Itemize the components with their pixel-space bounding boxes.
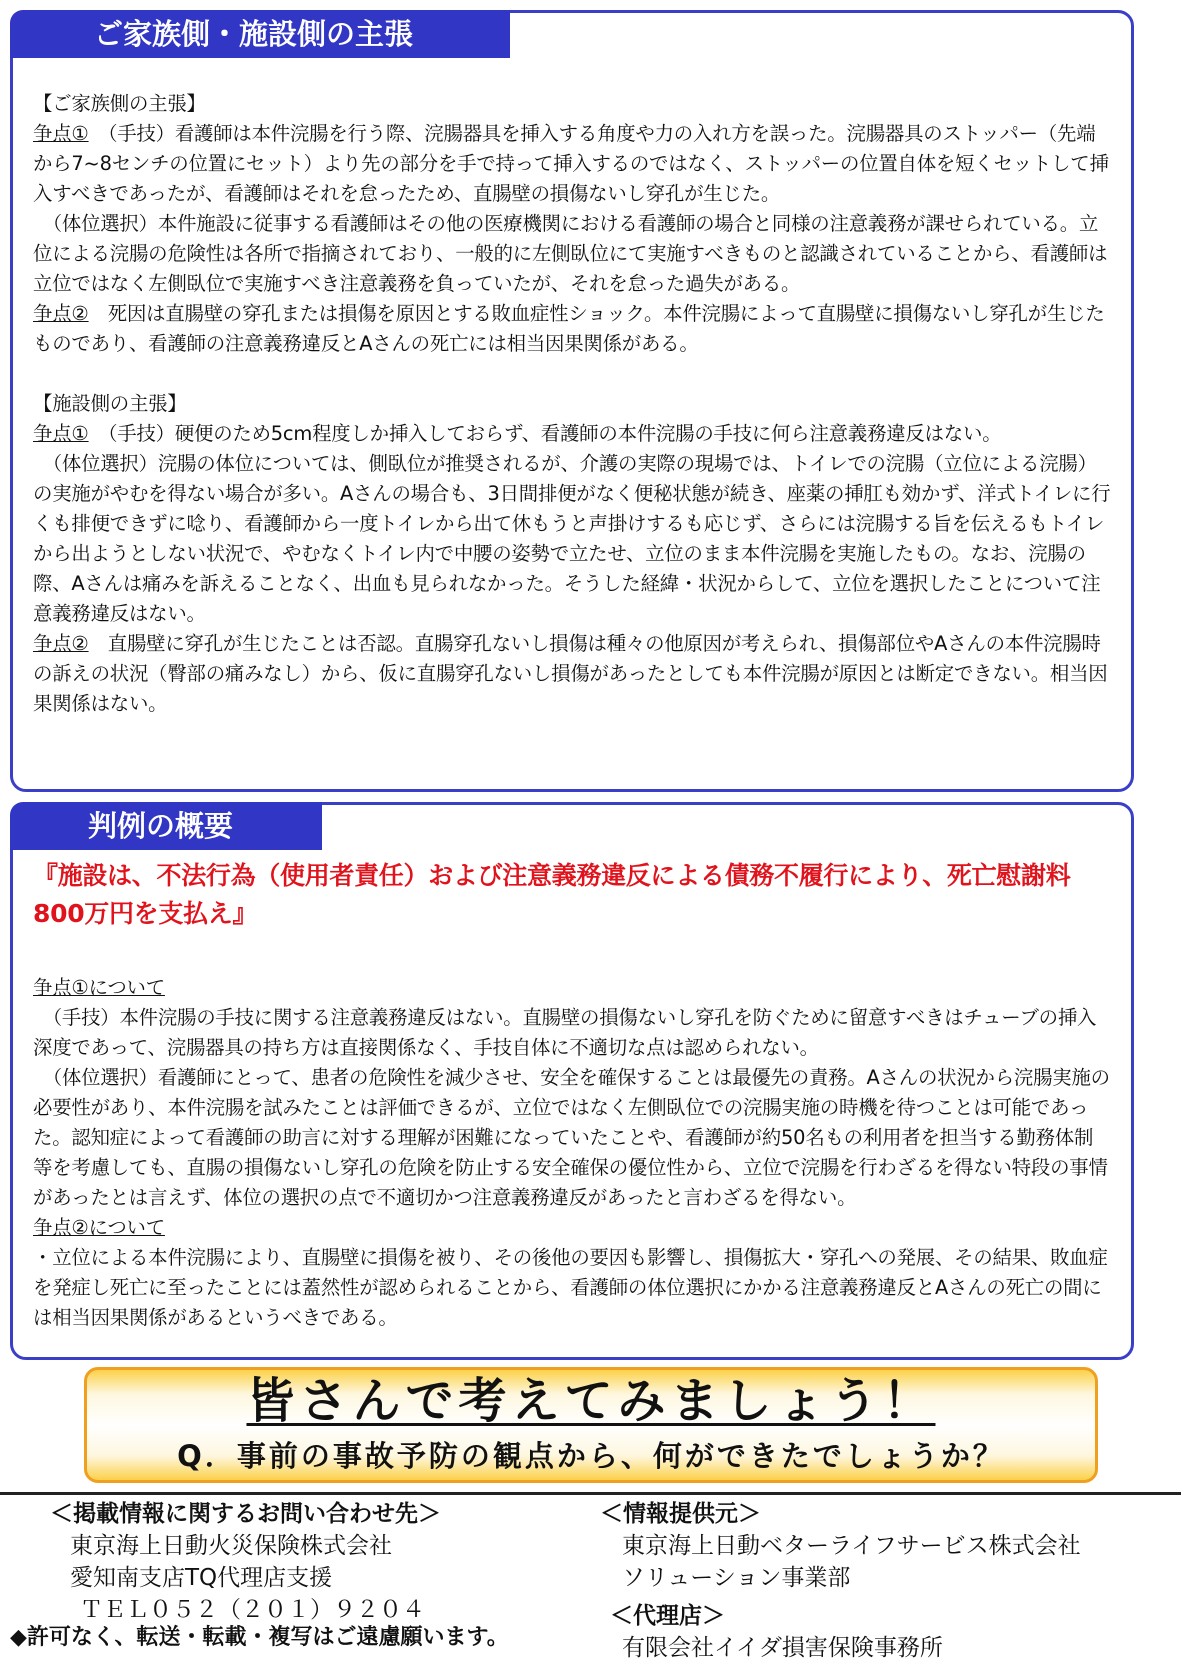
think-question: Q．事前の事故予防の観点から、何ができたでしょうか？ (177, 1439, 1005, 1473)
issue2-heading: 争点②について (33, 1216, 165, 1239)
issue1-position: （体位選択）看護師にとって、患者の危険性を減少させ、安全を確保することは最優先の責務。Aさんの状況から浣腸実施の必要性があり、本件浣腸を試みたことは評価できるが、立位ではなく左側臥位での浣腸実施の時機を待つことは可能であった。認知症によって看護師の助言に対する理解が困難になっていたことや、看護師が約50名もの利用者を担当する勤務体制等を考慮しても、直腸の損傷ないし穿孔の危険を防止する安全確保の優位性から、立位で浣腸を行わざるを得ない特段の事情があったとは言えず、体位の選択の点で不適切かつ注意義務違反があったと言わざるを得ない。 (33, 1066, 1110, 1209)
provider-dept: ソリューション事業部 (622, 1565, 851, 1591)
judgment-panel (10, 802, 1134, 1360)
facility-issue2 (33, 629, 1111, 719)
issue-label: 争点① (33, 122, 89, 145)
copy-notice: ◆許可なく、転送・転載・複写はご遠慮願います。 (10, 1625, 509, 1650)
contact-company: 東京海上日動火災保険株式会社 (70, 1533, 392, 1559)
judgment-body (33, 973, 1111, 1333)
contact-heading: ＜掲載情報に関するお問い合わせ先＞ (50, 1501, 441, 1527)
facility-issue2-text: 直腸壁に穿孔が生じたことは否認。直腸穿孔ないし損傷は種々の他原因が考えられ、損傷部位やAさんの本件浣腸時の訴えの状況（臀部の痛みなし）から、仮に直腸穿孔ないし損傷があったとしても本件浣腸が原因とは断定できない。相当因果関係はない。 (33, 632, 1108, 715)
family-issue2 (33, 299, 1111, 359)
provider-block (600, 1498, 1081, 1664)
facility-issue1-position: （体位選択）浣腸の体位については、側臥位が推奨されるが、介護の実際の現場では、トイレでの浣腸（立位による浣腸）の実施がやむを得ない場合が多い。Aさんの場合も、3日間排便がなく便秘状態が続き、座薬の挿肛も効かず、洋式トイレに行くも排便できずに唸り、看護師から一度トイレから出て休もうと声掛けするも応じず、さらには浣腸する旨を伝えるもトイレから出ようとしない状況で、やむなくトイレ内で中腰の姿勢で立たせ、立位のまま本件浣腸を実施したもの。なお、浣腸の際、Aさんは痛みを訴えることなく、出血も見られなかった。そうした経緯・状況からして、立位を選択したことについて注意義務違反はない。 (33, 452, 1111, 625)
agent-name: 有限会社イイダ損害保険事務所 (622, 1635, 943, 1661)
claims-panel (10, 10, 1134, 792)
issue1-heading: 争点①について (33, 976, 165, 999)
contact-branch: 愛知南支店TQ代理店支援 (70, 1565, 333, 1591)
claims-body (33, 89, 1111, 719)
think-box (84, 1367, 1098, 1483)
facility-heading: 【施設側の主張】 (33, 392, 187, 415)
issue2-text: ・立位による本件浣腸により、直腸壁に損傷を被り、その後他の要因も影響し、損傷拡大・穿孔への発展、その結果、敗血症を発症し死亡に至ったことには蓋然性が認められることから、看護師の体位選択にかかる注意義務違反とAさんの死亡の間には相当因果関係があるというべきである。 (33, 1246, 1108, 1329)
verdict-text: 『施設は、不法行為（使用者責任）および注意義務違反による債務不履行により、死亡慰謝料800万円を支払え』 (33, 861, 1071, 928)
issue-label: 争点① (33, 422, 89, 445)
judgment-tab-title: 判例の概要 (10, 802, 322, 850)
family-issue1-text: （手技）看護師は本件浣腸を行う際、浣腸器具を挿入する角度や力の入れ方を誤った。浣腸器具のストッパー（先端から7~8センチの位置にセット）より先の部分を手で持って挿入するのではなく、ストッパーの位置自体を短くセットして挿入すべきであったが、看護師はそれを怠ったため、直腸壁の損傷ないし穿孔が生じた。 (33, 122, 1109, 205)
footer-divider (0, 1492, 1181, 1495)
provider-heading: ＜情報提供元＞ (600, 1501, 761, 1527)
contact-tel: ＴＥＬ０５２（２０１）９２０４ (80, 1597, 425, 1623)
family-issue1 (33, 119, 1111, 209)
family-issue1-position: （体位選択）本件施設に従事する看護師はその他の医療機関における看護師の場合と同様の注意義務が課せられている。立位による浣腸の危険性は各所で指摘されており、一般的に左側臥位にて実施すべきものと認識されていることから、看護師は立位ではなく左側臥位で実施すべき注意義務を負っていたが、それを怠った過失がある。 (33, 212, 1108, 295)
family-issue2-text: 死因は直腸壁の穿孔または損傷を原因とする敗血症性ショック。本件浣腸によって直腸壁に損傷ないし穿孔が生じたものであり、看護師の注意義務違反とAさんの死亡には相当因果関係がある。 (33, 302, 1105, 355)
agent-heading: ＜代理店＞ (610, 1603, 725, 1629)
family-heading: 【ご家族側の主張】 (33, 92, 206, 115)
provider-company: 東京海上日動ベターライフサービス株式会社 (622, 1533, 1081, 1559)
issue-label: 争点② (33, 302, 89, 325)
think-title: 皆さんで考えてみましょう！ (246, 1373, 936, 1429)
issue1-technique: （手技）本件浣腸の手技に関する注意義務違反はない。直腸壁の損傷ないし穿孔を防ぐために留意すべきはチューブの挿入深度であって、浣腸器具の持ち方は直接関係なく、手技自体に不適切な点は認められない。 (33, 1006, 1097, 1059)
issue-label: 争点② (33, 632, 89, 655)
facility-issue1 (33, 419, 1111, 449)
facility-issue1-text: （手技）硬便のため5cm程度しか挿入しておらず、看護師の本件浣腸の手技に何ら注意義務違反はない。 (88, 422, 1002, 445)
claims-tab-title: ご家族側・施設側の主張 (10, 10, 510, 58)
contact-block (50, 1498, 441, 1626)
